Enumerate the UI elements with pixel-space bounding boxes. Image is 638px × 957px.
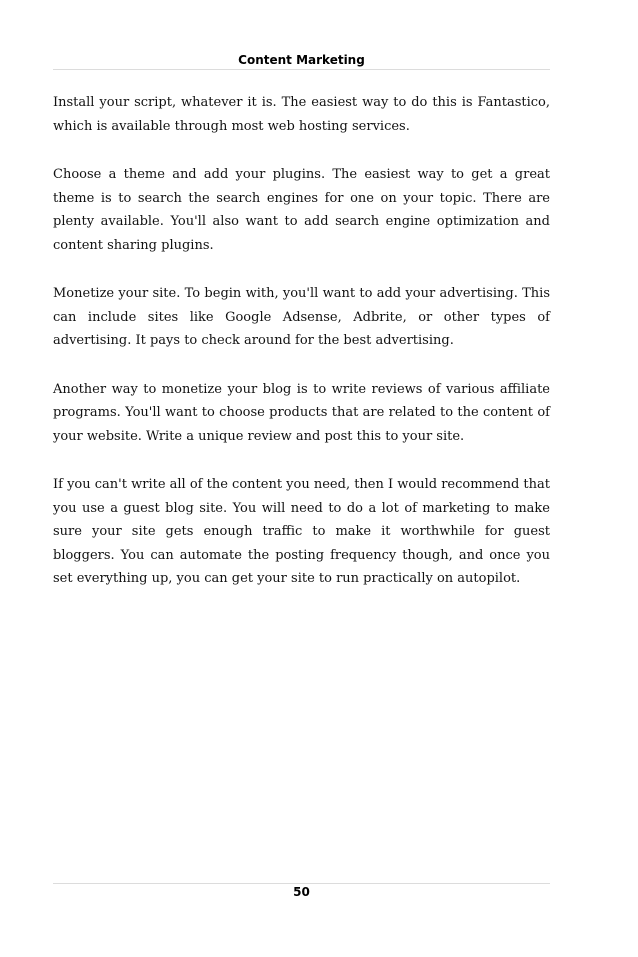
paragraph-guest-blog: If you can't write all of the content you need, then I would recommend that you use a guest blog site. You will need to do a lot of marketing to make sure your site gets enough traffic to make it worthwhile for guest bloggers. You can automate the posting frequency though, and once you set everything up, you can get your site to run practically on autopilot. (53, 477, 550, 586)
paragraph-install-script: Install your script, whatever it is. The easiest way to do this is Fantastico, which is available through most web hosting services. (53, 95, 550, 134)
page-number: 50 (293, 885, 310, 899)
header-divider (53, 69, 550, 70)
paragraph-monetize: Monetize your site. To begin with, you'll want to add your advertising. This can include sites like Google Adsense, Adbrite, or other types of advertising. It pays to check around for the best advertising. (53, 286, 550, 348)
paragraph-theme-plugins: Choose a theme and add your plugins. The easiest way to get a great theme is to search the search engines for one on your topic. There are plenty available. You'll also want to add search engine optimization and content sharing plugins. (53, 167, 550, 253)
body-text (53, 91, 550, 616)
page-header-title: Content Marketing (238, 53, 365, 67)
paragraph-affiliate-reviews: Another way to monetize your blog is to write reviews of various affiliate programs. You'll want to choose products that are related to the content of your website. Write a unique review and post this to your site. (53, 381, 550, 444)
footer-divider (53, 883, 550, 884)
